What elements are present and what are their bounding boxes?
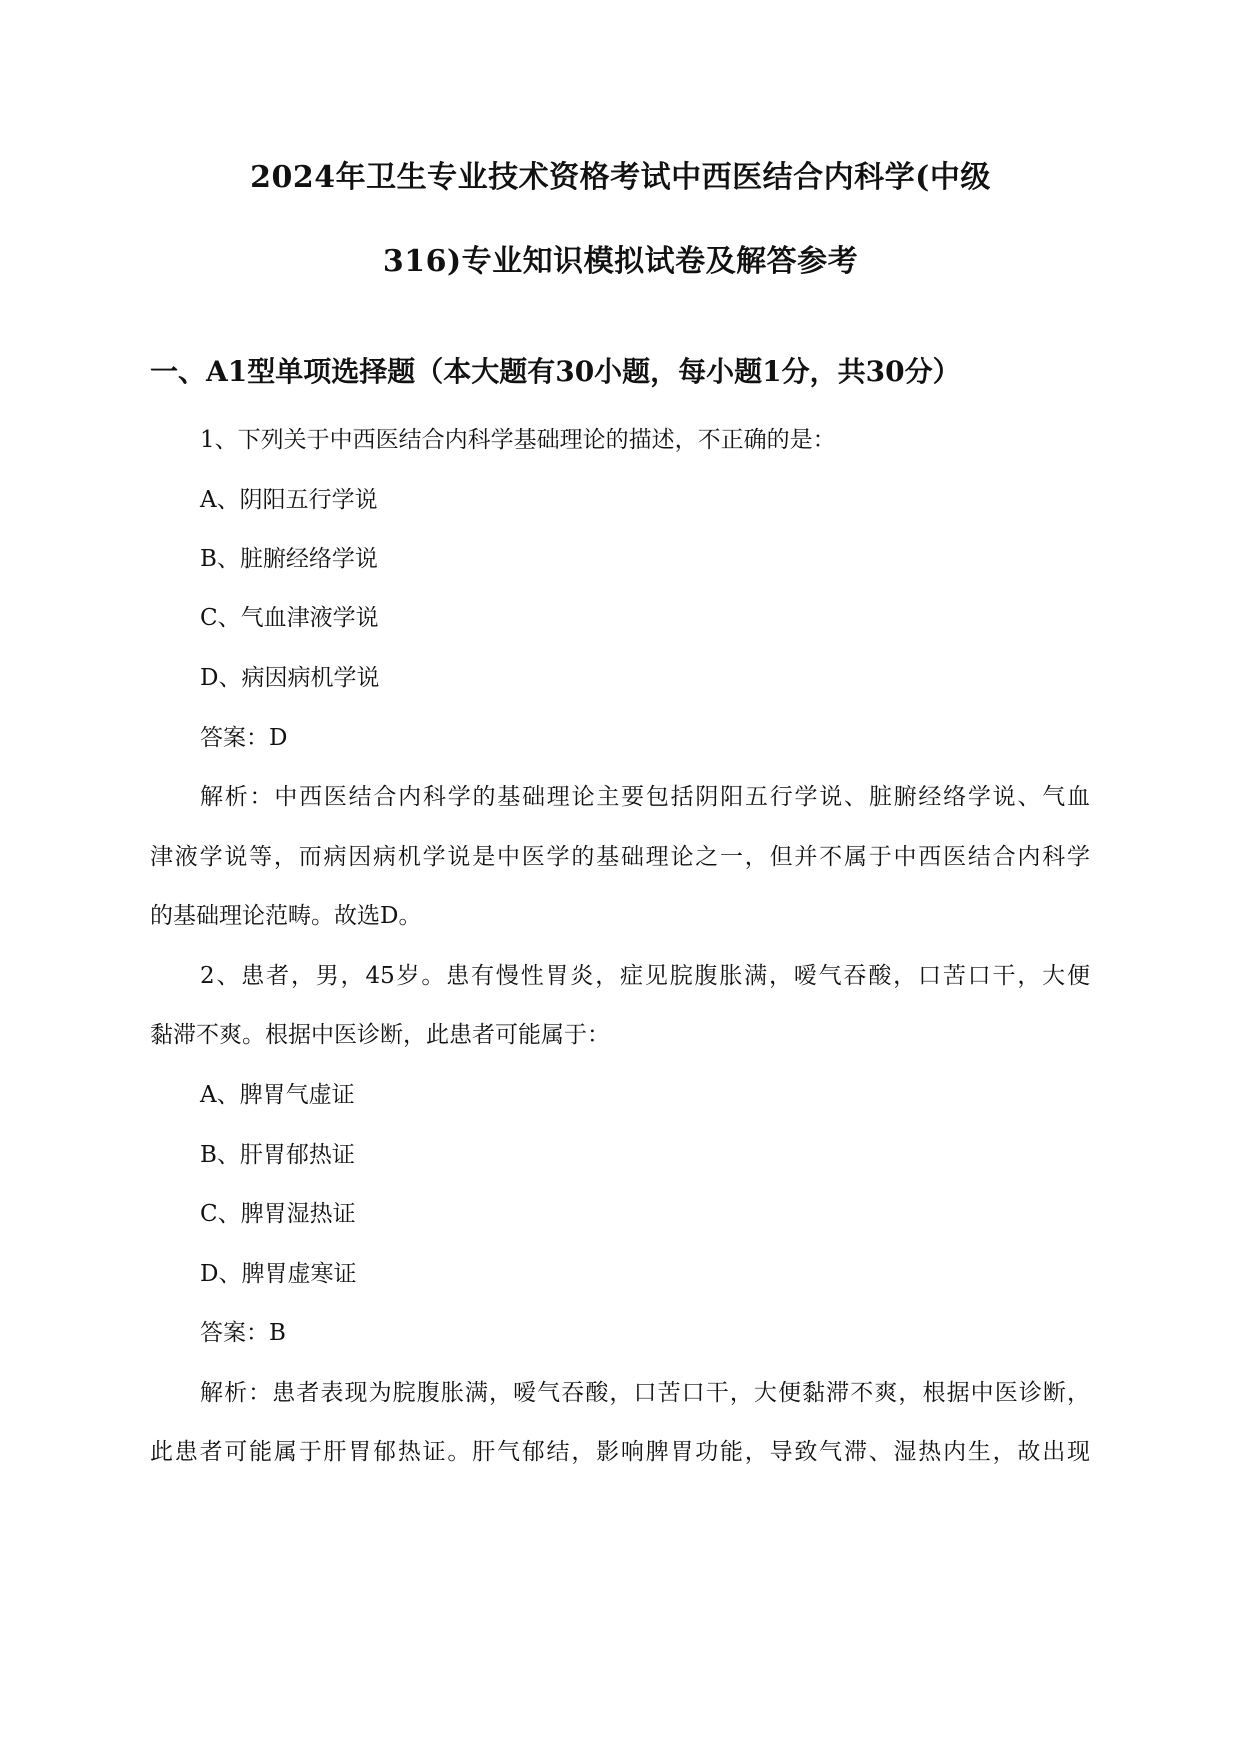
question-1-option-d: D、病因病机学说 xyxy=(200,665,380,691)
question-2-option-c: C、脾胃湿热证 xyxy=(200,1201,356,1227)
question-1-option-a: A、阴阳五行学说 xyxy=(200,487,378,513)
question-2-option-b: B、肝胃郁热证 xyxy=(200,1142,355,1168)
document-title-line-2: 316)专业知识模拟试卷及解答参考 xyxy=(382,244,859,279)
question-2-analysis-line-2: 此患者可能属于肝胃郁热证。肝气郁结，影响脾胃功能，导致气滞、湿热内生，故出现 xyxy=(150,1439,1090,1465)
question-1-option-b: B、脏腑经络学说 xyxy=(200,546,378,572)
question-2-answer: 答案：B xyxy=(200,1320,286,1346)
question-2-option-d: D、脾胃虚寒证 xyxy=(200,1261,357,1287)
question-1-analysis-line-1: 解析：中西医结合内科学的基础理论主要包括阴阳五行学说、脏腑经络学说、气血 xyxy=(200,784,1090,810)
question-2-stem-line-2: 黏滞不爽。根据中医诊断，此患者可能属于： xyxy=(150,1022,610,1048)
question-2-stem-line-1: 2、患者，男，45岁。患有慢性胃炎，症见脘腹胀满，嗳气吞酸，口苦口干，大便 xyxy=(200,963,1090,989)
document-title-line-1: 2024年卫生专业技术资格考试中西医结合内科学(中级 xyxy=(250,160,991,195)
question-1-answer: 答案：D xyxy=(200,725,288,751)
question-1-analysis-line-3: 的基础理论范畴。故选D。 xyxy=(150,903,422,929)
section-heading: 一、A1型单项选择题（本大题有30小题，每小题1分，共30分） xyxy=(150,355,961,388)
question-2-analysis-line-1: 解析：患者表现为脘腹胀满，嗳气吞酸，口苦口干，大便黏滞不爽，根据中医诊断， xyxy=(200,1380,1090,1406)
question-1-stem: 1、下列关于中西医结合内科学基础理论的描述，不正确的是： xyxy=(200,427,836,453)
question-2-option-a: A、脾胃气虚证 xyxy=(200,1082,355,1108)
question-1-option-c: C、气血津液学说 xyxy=(200,605,379,631)
question-1-analysis-line-2: 津液学说等，而病因病机学说是中医学的基础理论之一，但并不属于中西医结合内科学 xyxy=(150,844,1090,870)
